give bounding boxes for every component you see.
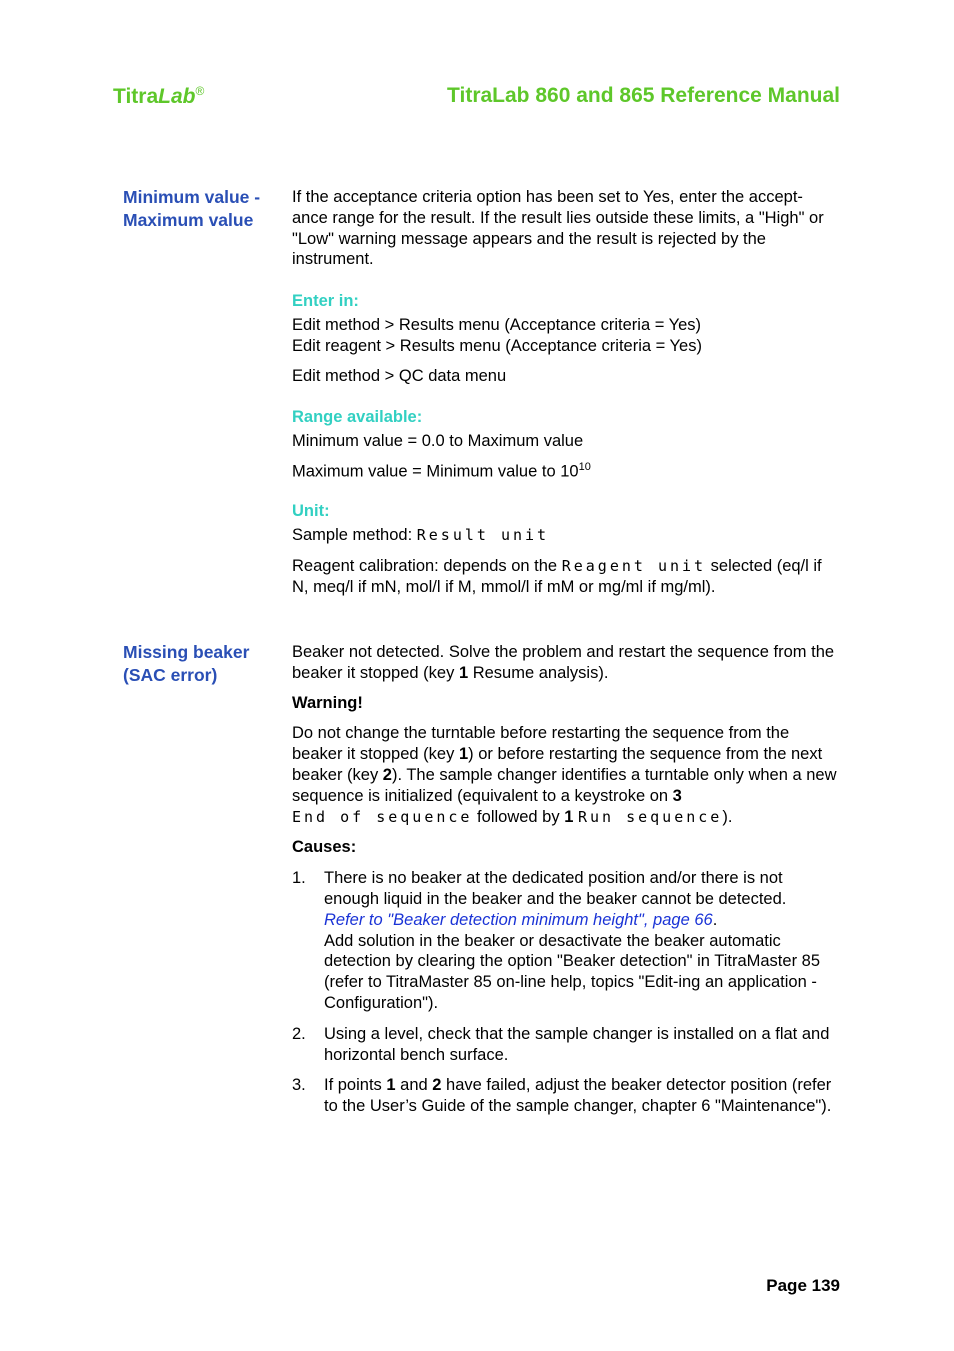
text-run: have failed, adjust the beaker detector position (refer to the User’s Guide of the sample changer, chapter 6 "Maintenance"). <box>324 1076 832 1116</box>
list-item <box>292 1075 837 1117</box>
key-command: End of sequence <box>292 807 473 826</box>
key-number: 2 <box>382 765 392 784</box>
list-number: 2. <box>292 1024 306 1043</box>
causes-list <box>292 868 837 1117</box>
text-run: ). The sample changer identifies a turntable only when a new sequence is initialized (equivalent to a keystroke on <box>292 765 837 805</box>
text-run: Do not change the turntable before restarting the sequence from the beaker it stopped (key <box>292 724 790 764</box>
range-exponent: 10 <box>578 460 591 473</box>
text-run: and <box>395 1076 433 1095</box>
key-number: 1 <box>564 807 574 826</box>
enter-in-item: Edit reagent > Results menu (Acceptance criteria = Yes) <box>292 336 702 355</box>
text-run: Using a level, check that the sample changer is installed on a flat and horizontal bench surface. <box>324 1024 830 1064</box>
text-run: ). <box>722 807 733 826</box>
brand-logo <box>113 84 204 109</box>
causes-heading: Causes: <box>292 838 357 857</box>
list-item <box>292 1024 837 1066</box>
unit-param: Result unit <box>416 526 550 545</box>
list-number: 1. <box>292 869 306 888</box>
range-heading: Range available: <box>292 408 423 427</box>
section-label-line: Maximum value <box>123 210 254 230</box>
text-run: Add solution in the beaker or desactivate the beaker automatic detection by clearing the option "Beaker detection" in TitraMaster 85 (refer to TitraMaster 85 on-line help, topics "Edit-ing an application - Configuration"). <box>324 931 820 1012</box>
warning-heading: Warning! <box>292 693 363 712</box>
unit-item <box>292 525 837 546</box>
section-label-missing-beaker <box>123 641 283 687</box>
manual-title: TitraLab 860 and 865 Reference Manual <box>447 84 840 107</box>
list-number: 3. <box>292 1076 306 1095</box>
warning-paragraph <box>292 723 837 827</box>
unit-suffix: selected (eq/l if N, meq/l if mN, mol/l if M, mmol/l if mM or mg/ml if mg/ml). <box>292 556 822 596</box>
section-label-min-max <box>123 186 283 232</box>
enter-in-item: Edit method > QC data menu <box>292 366 507 385</box>
section-body-min-max <box>292 187 837 597</box>
unit-item <box>292 556 837 598</box>
brand-suffix: Lab <box>158 85 196 108</box>
text-run: If points <box>324 1076 387 1095</box>
section-label-line: Minimum value - <box>123 187 261 207</box>
unit-prefix: Sample method: <box>292 526 417 545</box>
intro-paragraph: If the acceptance criteria option has been set to Yes, enter the accept-ance range for the result. If the result lies outside these limits, a "High" or "Low" warning message appears and the result is rejected by the instrument. <box>292 188 824 269</box>
unit-prefix: Reagent calibration: depends on the <box>292 556 562 575</box>
text-run: followed by <box>472 807 565 826</box>
unit-param: Reagent unit <box>561 556 707 575</box>
range-item <box>292 457 837 482</box>
page-number: Page 139 <box>766 1276 840 1295</box>
key-number: 1 <box>386 1076 396 1095</box>
key-number: 1 <box>458 663 469 682</box>
text-run: . <box>712 910 718 929</box>
text-run: Resume analysis). <box>468 663 609 682</box>
key-number: 2 <box>432 1076 442 1095</box>
text-run: ) or before restarting the sequence from the next beaker (key <box>292 745 823 784</box>
text-run: There is no beaker at the dedicated position and/or there is not enough liquid in the beaker and the beaker cannot be detected. <box>324 869 787 908</box>
range-item: Minimum value = 0.0 to Maximum value <box>292 432 584 451</box>
section-label-line: Missing beaker <box>123 642 250 662</box>
range-text: Maximum value = Minimum value to 10 <box>292 462 579 481</box>
registered-mark: ® <box>195 84 205 98</box>
brand-prefix: Titra <box>113 85 159 108</box>
list-item <box>292 868 837 1014</box>
key-command: Run sequence <box>577 807 723 826</box>
enter-in-heading: Enter in: <box>292 292 359 311</box>
section-body-missing-beaker <box>292 642 837 1117</box>
unit-heading: Unit: <box>292 502 330 521</box>
cross-reference-link[interactable]: Refer to "Beaker detection minimum height", page 66 <box>324 910 713 929</box>
enter-in-item: Edit method > Results menu (Acceptance criteria = Yes) <box>292 315 702 334</box>
key-number: 3 <box>672 786 682 805</box>
key-number: 1 <box>458 745 469 764</box>
intro-paragraph <box>292 642 837 684</box>
text-run: Beaker not detected. Solve the problem and restart the sequence from the beaker it stopped (key <box>292 643 835 682</box>
section-label-line: (SAC error) <box>123 665 218 685</box>
